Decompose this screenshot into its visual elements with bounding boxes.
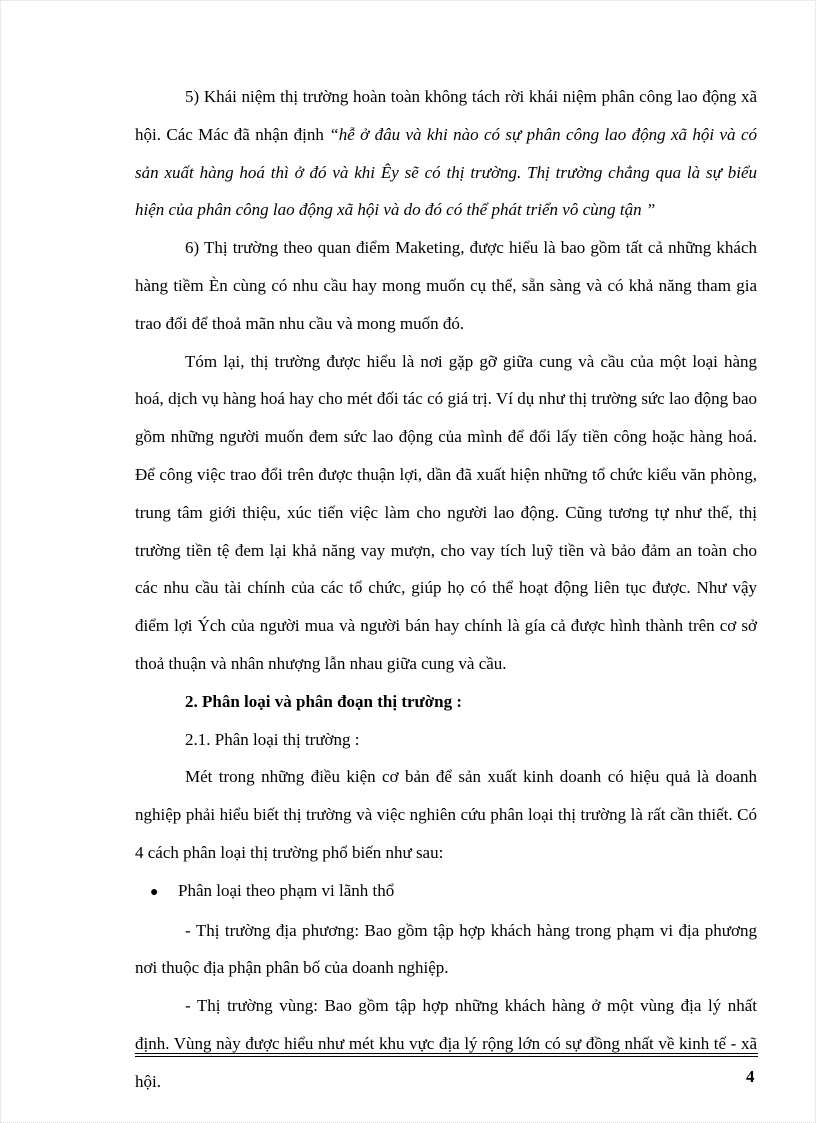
paragraph-intro: Mét trong những điều kiện cơ bản để sản xuất kinh doanh có hiệu quả là doanh nghiệp phải hiểu biết thị trường và việc nghiên cứu phân loại thị trường là rất cần thiết. Có 4 cách phân loại thị trường phổ biến như sau:: [135, 767, 757, 862]
marx-quote: “hễ ở đâu và khi nào có sự phân công lao động xã hội và có sản xuất hàng hoá thì ở đó và khi Êy sẽ có thị trường. Thị trường chẳng qua là sự biểu hiện của phân công lao động xã hội và do đó có thể phát triển vô cùng tận ”: [135, 124, 757, 220]
paragraph-5-text: 5) Khái niệm thị trường hoàn toàn không tách rời khái niệm phân công lao động xã hội. Các Mác đã nhận định: [135, 87, 757, 144]
bullet-item-text: Phân loại theo phạm vi lãnh thổ: [178, 880, 395, 900]
bullet-icon: ●: [150, 884, 159, 900]
section-heading: 2. Phân loại và phân đoạn thị trường :: [185, 691, 463, 711]
paragraph-summary: Tóm lại, thị trường được hiểu là nơi gặp gỡ giữa cung và cầu của một loại hàng hoá, dịch vụ hàng hoá hay cho mét đối tác có giá trị. Ví dụ như thị trường sức lao động bao gồm những người muốn đem sức lao động của mình để đổi lấy tiền công hoặc hàng hoá. Để công việc trao đổi trên được thuận lợi, dần đã xuất hiện những tổ chức kiểu văn phòng, trung tâm giới thiệu, xúc tiến việc làm cho người lao động. Cũng tương tự như thế, thị trường tiền tệ đem lại khả năng vay mượn, cho vay tích luỹ tiền và bảo đảm an toàn cho các nhu cầu tài chính của các tổ chức, giúp họ có thể hoạt động liên tục được. Như vậy điểm lợi Ých của người mua và người bán hay chính là gía cả được hình thành trên cơ sở thoả thuận và nhân nhượng lẫn nhau giữa cung và cầu.: [135, 351, 757, 673]
paragraph-market-concept-6: 6) Thị trường theo quan điểm Maketing, được hiểu là bao gồm tất cả những khách hàng tiềm Èn cùng có nhu cầu hay mong muốn cụ thể, sẵn sàng và có khả năng tham gia trao đổi để thoả mãn nhu cầu và mong muốn đó.: [135, 238, 757, 333]
bullet-item: [135, 872, 757, 912]
document-body: [135, 78, 757, 1101]
page-number: 4: [746, 1067, 755, 1086]
footer-rule: [135, 1053, 758, 1054]
paragraph-regional-market: - Thị trường vùng: Bao gồm tập hợp những khách hàng ở một vùng địa lý nhất định. Vùng này được hiểu như mét khu vực địa lý rộng lớn có sự đồng nhất về kinh tế - xã hội.: [135, 996, 757, 1091]
subsection-heading: 2.1. Phân loại thị trường :: [185, 729, 360, 749]
footer-rule: [135, 1056, 758, 1057]
paragraph-local-market: - Thị trường địa phương: Bao gồm tập hợp khách hàng trong phạm vi địa phương nơi thuộc địa phận phân bố của doanh nghiệp.: [135, 920, 757, 978]
paragraph-market-concept-5: [135, 78, 757, 229]
